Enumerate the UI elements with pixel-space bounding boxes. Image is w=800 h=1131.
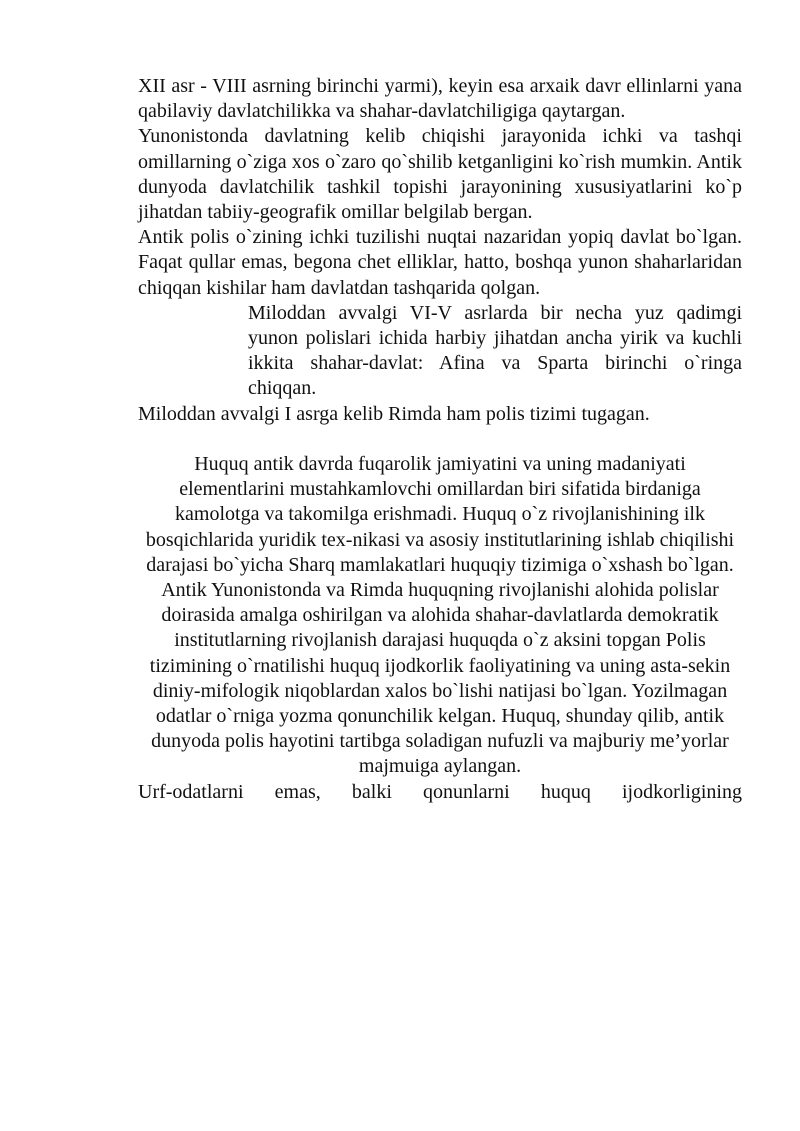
paragraph-state-origin: Yunonistonda davlatning kelib chiqishi jarayonida ichki va tashqi omillarning o`ziga xos o`zaro qo`shilib ketganligini ko`rish mumkin. Antik dunyoda davlatchilik tashkil topishi jarayonining xususiyatlarini ko`p jihatdan tabiiy-geografik omillar belgilab bergan. [138,125,742,224]
paragraph-antique-law: Huquq antik davrda fuqarolik jamiyatini va uning madaniyati elementlarini mustahkamlovchi omillardan biri sifatida birdaniga kamolotga va takomilga erishmadi. Huquq o`z rivojlanishining ilk bosqichlarida yuridik tex-nikasi va asosiy institutlarining ishlab chiqilishi darajasi bo`yicha Sharq mamlakatlari huquqiy tizimiga o`xshash bo`lgan. Antik Yunonistonda va Rimda huquqning rivojlanishi alohida polislar doirasida amalga oshirilgan va alohida shahar-davlatlarda demokratik institutlarning rivojlanish darajasi huquqda o`z aksini topgan Polis tizimining o`rnatilishi huquq ijodkorlik faoliyatining va uning asta-sekin diniy-mifologik niqoblardan xalos bo`lishi natijasi bo`lgan. Yozilmagan odatlar o`rniga yozma qonunchilik kelgan. Huquq, shunday qilib, antik dunyoda polis hayotini tartibga soladigan nufuzli va majburiy me’yorlar majmuiga aylangan. [145,453,735,778]
document-body [138,74,742,805]
paragraph-archaic-period: XII asr - VIII asrning birinchi yarmi), keyin esa arxaik davr ellinlarni yana qabilaviy davlatchilikka va shahar-davlatchiligiga qaytargan. [138,75,742,123]
paragraph-rome-polis-end: Miloddan avvalgi I asrga kelib Rimda ham polis tizimi tugagan. [138,402,650,425]
paragraph-customs-laws: Urf-odatlarni emas, balki qonunlarni huquq ijodkorligining [138,780,742,803]
paragraph-polis-structure: Antik polis o`zining ichki tuzilishi nuqtai nazaridan yopiq davlat bo`lgan. Faqat qullar emas, begona chet elliklar, hatto, boshqa yunon shaharlaridan chiqqan kishilar ham davlatdan tashqarida qolgan. [138,226,742,299]
paragraph-spacer [138,427,742,452]
paragraph-athens-sparta: Miloddan avvalgi VI-V asrlarda bir necha yuz qadimgi yunon polislari ichida harbiy jihatdan ancha yirik va kuchli ikkita shahar-davlat: Afina va Sparta birinchi o`ringa chiqqan. [248,301,742,400]
